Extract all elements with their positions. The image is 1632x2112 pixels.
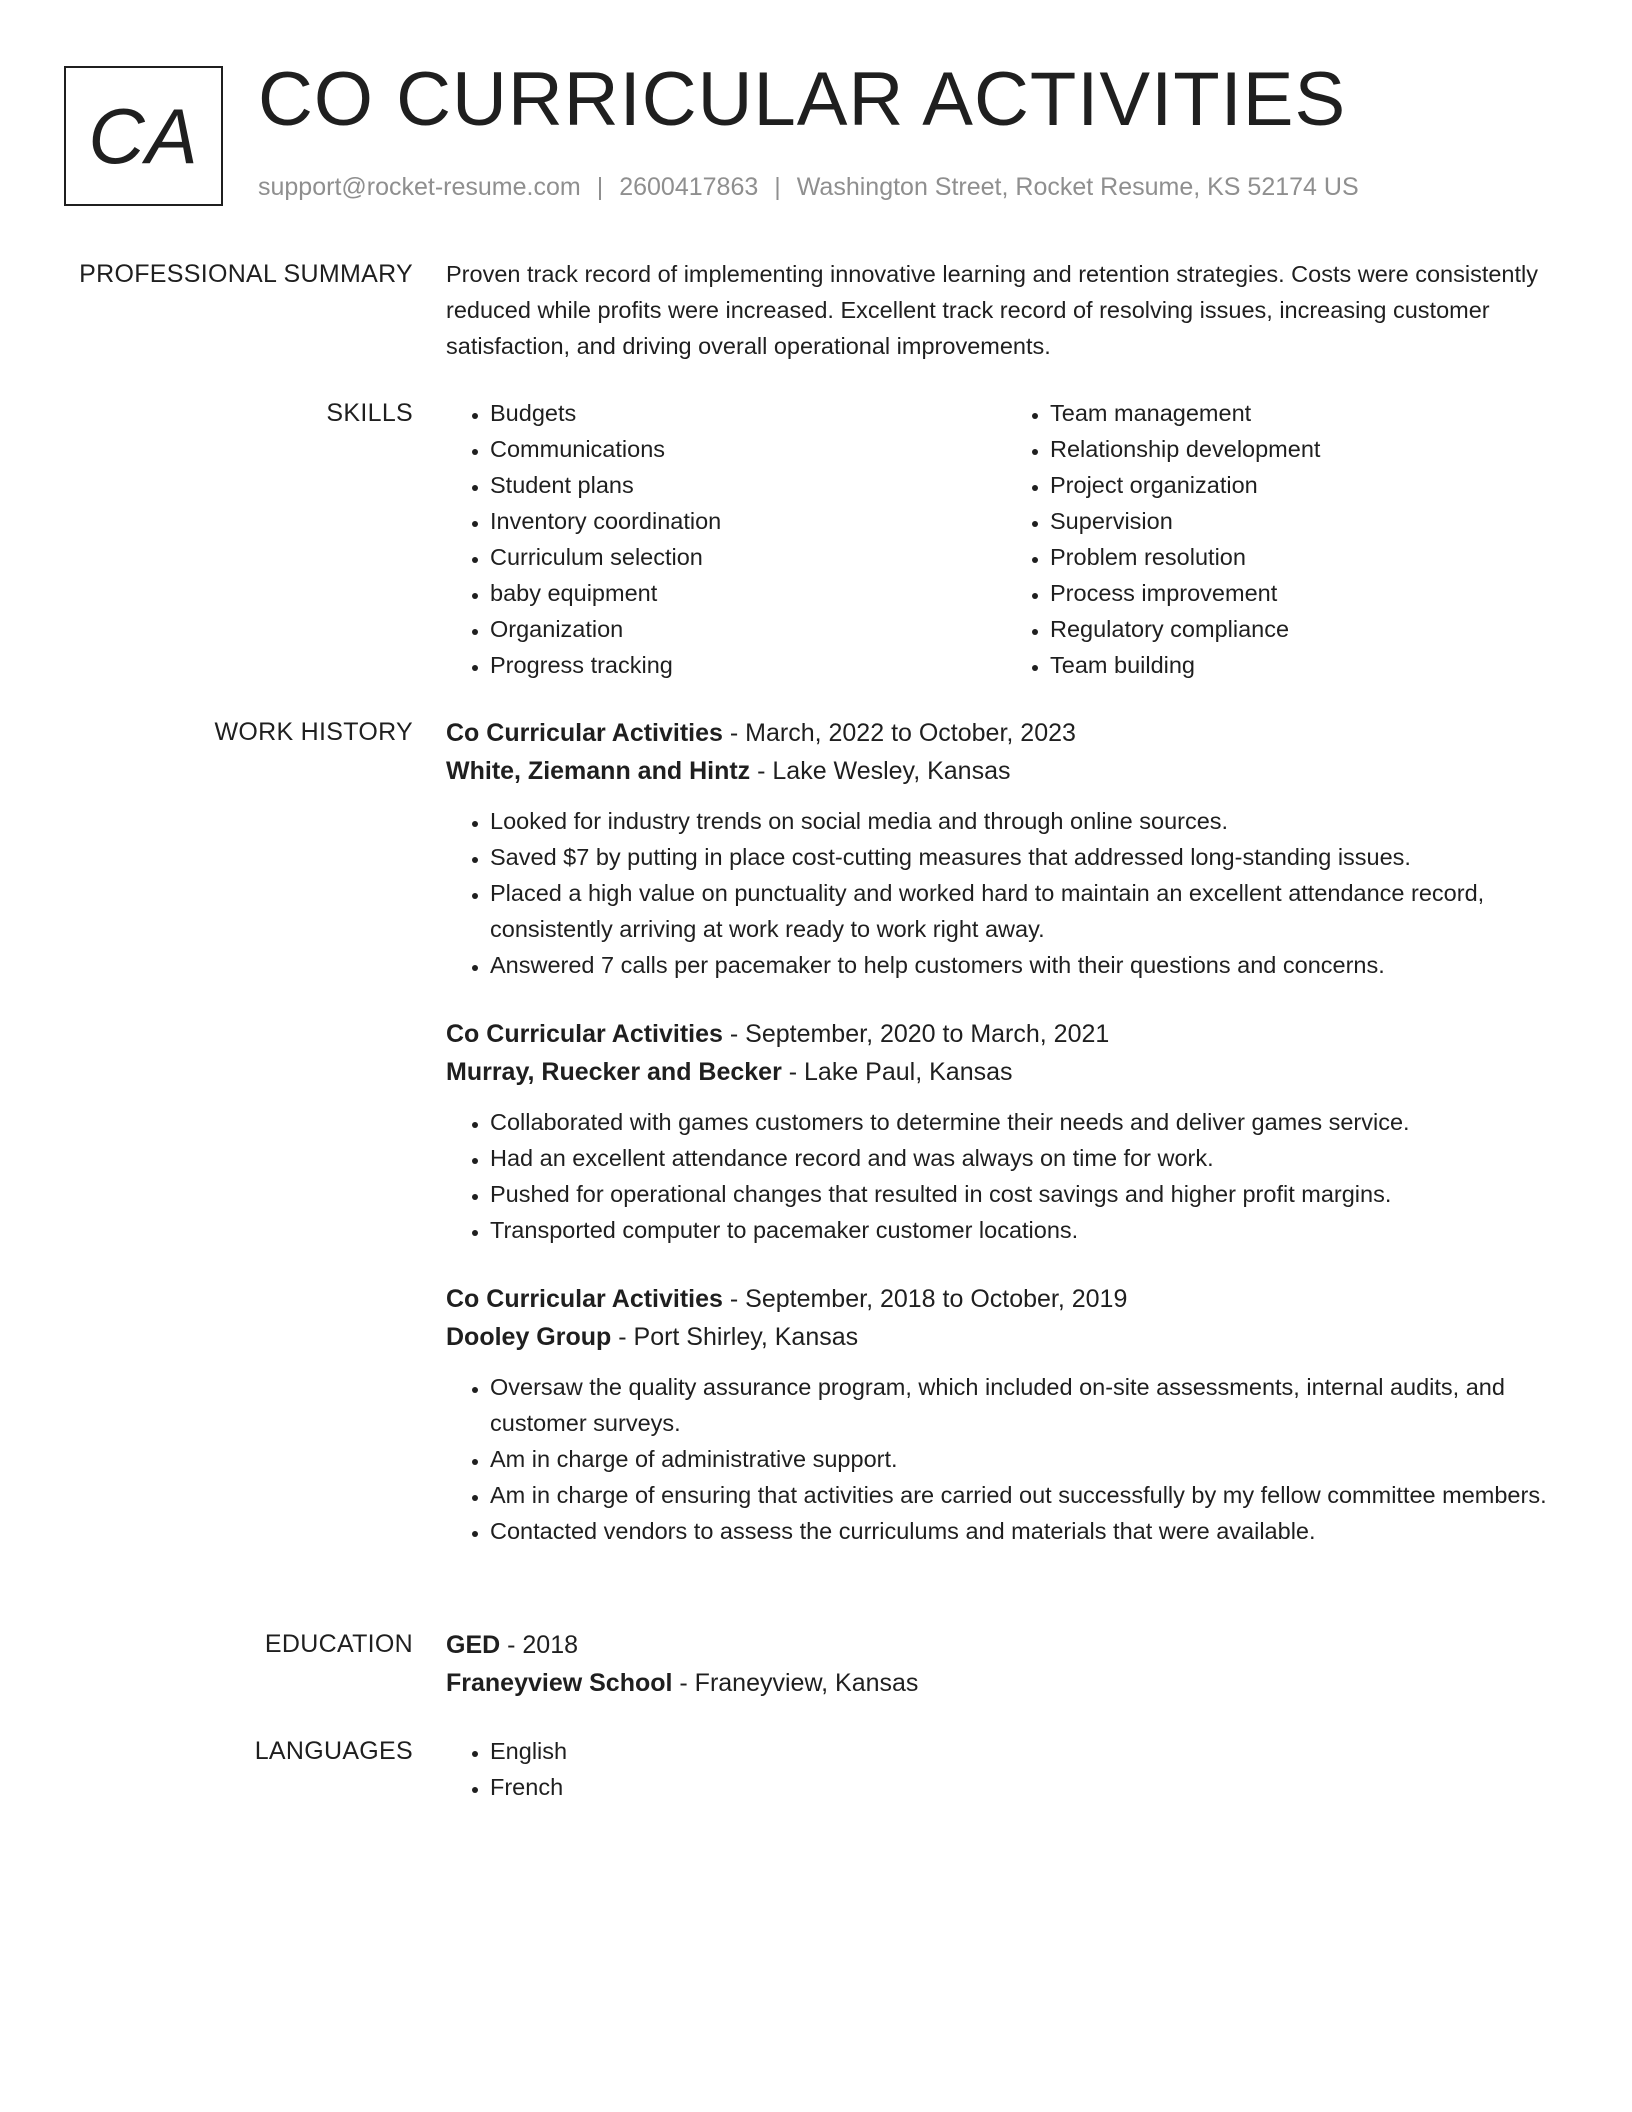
languages-list (446, 1733, 1566, 1805)
section-label-skills: SKILLS (326, 399, 413, 427)
job-title-line (446, 714, 1566, 752)
language-item: • English (490, 1733, 1566, 1769)
skill-item: • Budgets (490, 395, 1006, 431)
skill-item: • Organization (490, 611, 1006, 647)
contact-line (258, 172, 1359, 202)
section-label-summary: PROFESSIONAL SUMMARY (79, 260, 413, 288)
job-bullet: • Collaborated with games customers to determine their needs and deliver games service. (490, 1104, 1566, 1140)
job-company-line (446, 752, 1566, 790)
contact-email: support@rocket-resume.com (258, 173, 581, 201)
job-bullet: • Am in charge of administrative support. (490, 1441, 1566, 1477)
education-degree-line (446, 1626, 1566, 1664)
skill-item: • baby equipment (490, 575, 1006, 611)
candidate-name: CO CURRICULAR ACTIVITIES (258, 57, 1347, 142)
job-location: - Port Shirley, Kansas (611, 1323, 859, 1351)
section-label-education: EDUCATION (264, 1630, 413, 1658)
skill-item: • Inventory coordination (490, 503, 1006, 539)
job-company-line (446, 1053, 1566, 1091)
job-location: - Lake Paul, Kansas (781, 1058, 1013, 1086)
job-bullets (446, 803, 1566, 983)
job-dates: - September, 2020 to March, 2021 (722, 1020, 1110, 1048)
contact-address: Washington Street, Rocket Resume, KS 52174 US (796, 173, 1359, 201)
education-year: - 2018 (500, 1631, 579, 1659)
monogram-box (64, 66, 223, 206)
job-bullet: • Pushed for operational changes that resulted in cost savings and higher profit margins. (490, 1176, 1566, 1212)
education-location: - Franeyview, Kansas (672, 1669, 919, 1697)
contact-separator: | (774, 173, 781, 201)
job-bullets (446, 1104, 1566, 1248)
job-bullet: • Placed a high value on punctuality and worked hard to maintain an excellent attendance record, consistently arriving at work ready to work right away. (490, 875, 1566, 947)
education-school: Franeyview School (446, 1669, 673, 1697)
job-title: Co Curricular Activities (446, 1020, 723, 1048)
skill-item: • Process improvement (1050, 575, 1566, 611)
education-degree: GED (446, 1631, 501, 1659)
skill-item: • Communications (490, 431, 1006, 467)
job-entry (446, 714, 1566, 983)
job-title-line (446, 1015, 1566, 1053)
contact-phone: 2600417863 (619, 173, 759, 201)
education-body (446, 1626, 1566, 1702)
job-entry (446, 1015, 1566, 1248)
job-dates: - September, 2018 to October, 2019 (722, 1285, 1128, 1313)
skill-item: • Problem resolution (1050, 539, 1566, 575)
job-company-line (446, 1318, 1566, 1356)
skill-item: • Regulatory compliance (1050, 611, 1566, 647)
skill-item: • Curriculum selection (490, 539, 1006, 575)
job-bullet: • Transported computer to pacemaker customer locations. (490, 1212, 1566, 1248)
skills-list-right (1006, 395, 1566, 683)
job-company: Murray, Ruecker and Becker (446, 1058, 782, 1086)
job-bullet: • Answered 7 calls per pacemaker to help customers with their questions and concerns. (490, 947, 1566, 983)
job-bullet: • Contacted vendors to assess the curriculums and materials that were available. (490, 1513, 1566, 1549)
summary-text: Proven track record of implementing innovative learning and retention strategies. Costs were consistently reduced while profits were increased. Excellent track record of resolving issues, increasing customer satisfaction, and driving overall operational improvements. (446, 261, 1538, 359)
job-bullet: • Am in charge of ensuring that activities are carried out successfully by my fellow committee members. (490, 1477, 1566, 1513)
skills-body (446, 395, 1566, 683)
job-bullet: • Saved $7 by putting in place cost-cutting measures that addressed long-standing issues. (490, 839, 1566, 875)
job-bullet: • Oversaw the quality assurance program, which included on-site assessments, internal audits, and customer surveys. (490, 1369, 1566, 1441)
job-bullets (446, 1369, 1566, 1549)
job-bullet: • Looked for industry trends on social media and through online sources. (490, 803, 1566, 839)
job-title: Co Curricular Activities (446, 719, 723, 747)
skill-item: • Relationship development (1050, 431, 1566, 467)
skill-item: • Supervision (1050, 503, 1566, 539)
contact-separator: | (596, 173, 604, 201)
summary-body (446, 256, 1566, 364)
job-dates: - March, 2022 to October, 2023 (722, 719, 1076, 747)
job-entry (446, 1280, 1566, 1549)
education-school-line (446, 1664, 1566, 1702)
job-location: - Lake Wesley, Kansas (750, 757, 1011, 785)
skills-columns (446, 395, 1566, 683)
language-item: • French (490, 1769, 1566, 1805)
skills-list-left (446, 395, 1006, 683)
monogram-initials: CA (88, 92, 199, 180)
skill-item: • Team building (1050, 647, 1566, 683)
work-body (446, 714, 1566, 1581)
section-label-languages: LANGUAGES (254, 1737, 413, 1765)
job-title-line (446, 1280, 1566, 1318)
job-company: Dooley Group (446, 1323, 612, 1351)
languages-body (446, 1733, 1566, 1805)
skill-item: • Student plans (490, 467, 1006, 503)
job-bullet: • Had an excellent attendance record and was always on time for work. (490, 1140, 1566, 1176)
skill-item: • Progress tracking (490, 647, 1006, 683)
job-company: White, Ziemann and Hintz (446, 757, 751, 785)
skill-item: • Team management (1050, 395, 1566, 431)
job-title: Co Curricular Activities (446, 1285, 723, 1313)
skill-item: • Project organization (1050, 467, 1566, 503)
section-label-work: WORK HISTORY (214, 718, 413, 746)
